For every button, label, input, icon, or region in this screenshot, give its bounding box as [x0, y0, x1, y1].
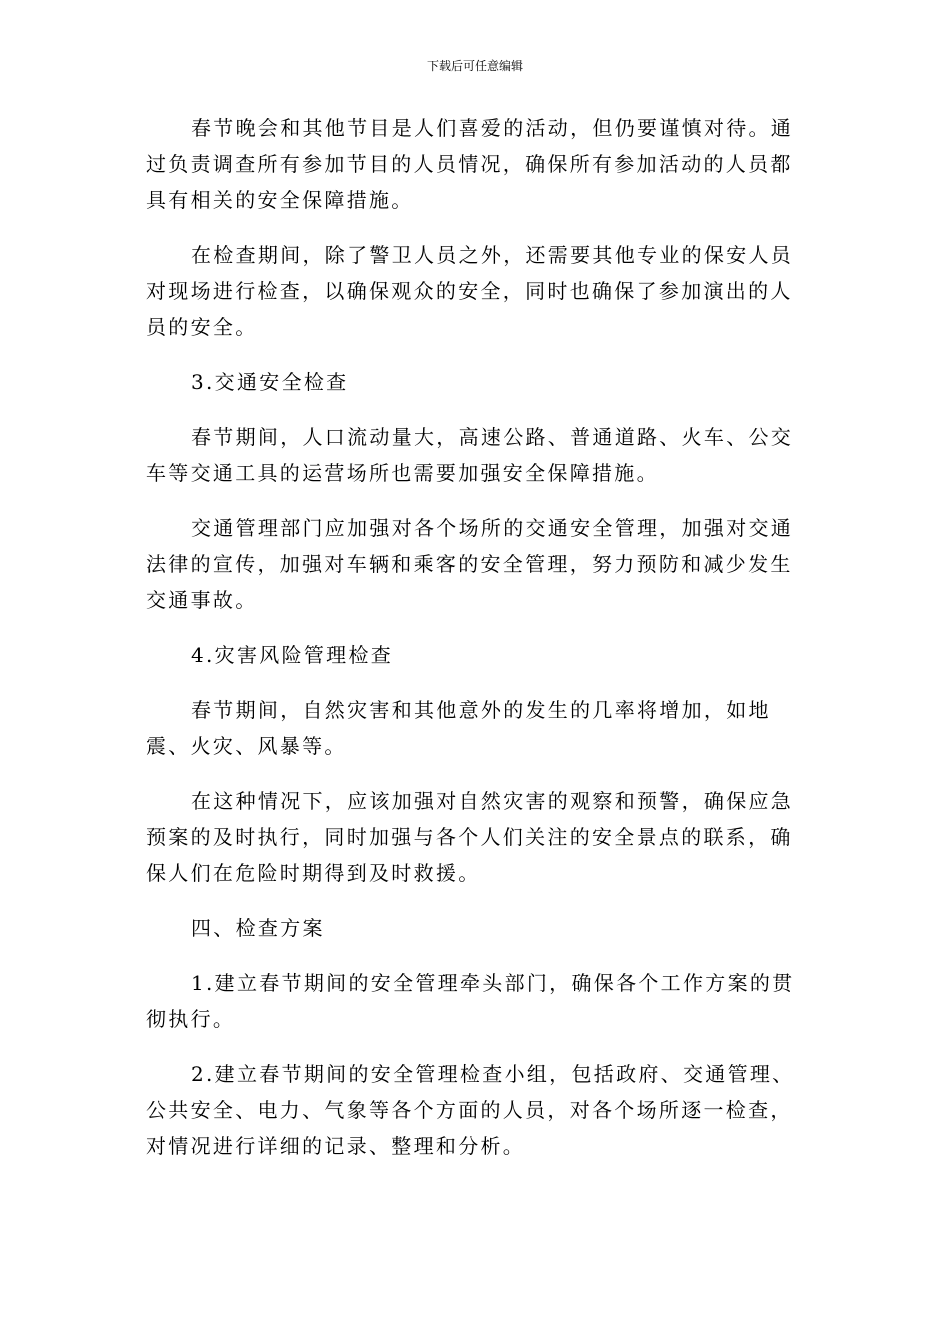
section-heading: 四、检查方案 — [191, 916, 325, 940]
paragraph: 交通管理部门应加强对各个场所的交通安全管理，加强对交通法律的宣传，加强对车辆和乘客的安全管理，努力预防和减少发生交通事故。 — [146, 516, 794, 612]
list-item: 1.建立春节期间的安全管理牵头部门，确保各个工作方案的贯彻执行。 — [146, 971, 795, 1031]
list-item: 2.建立春节期间的安全管理检查小组，包括政府、交通管理、公共安全、电力、气象等各个方面的人员，对各个场所逐一检查，对情况进行详细的记录、整理和分析。 — [146, 1062, 795, 1158]
page-header-note: 下载后可任意编辑 — [426, 59, 523, 73]
paragraph: 春节期间，自然灾害和其他意外的发生的几率将增加，如地震、火灾、风暴等。 — [146, 698, 771, 758]
paragraph: 在检查期间，除了警卫人员之外，还需要其他专业的保安人员对现场进行检查，以确保观众的安全，同时也确保了参加演出的人员的安全。 — [146, 243, 794, 339]
section-heading: 4.灾害风险管理检查 — [191, 643, 394, 667]
document-body — [146, 110, 806, 1183]
paragraph: 在这种情况下，应该加强对自然灾害的观察和预警，确保应急预案的及时执行，同时加强与各个人们关注的安全景点的联系，确保人们在危险时期得到及时救援。 — [146, 789, 794, 885]
section-heading: 3.交通安全检查 — [191, 370, 349, 394]
paragraph: 春节期间，人口流动量大，高速公路、普通道路、火车、公交车等交通工具的运营场所也需要加强安全保障措施。 — [146, 425, 794, 485]
paragraph: 春节晚会和其他节目是人们喜爱的活动，但仍要谨慎对待。通过负责调查所有参加节目的人员情况，确保所有参加活动的人员都具有相关的安全保障措施。 — [146, 116, 794, 212]
